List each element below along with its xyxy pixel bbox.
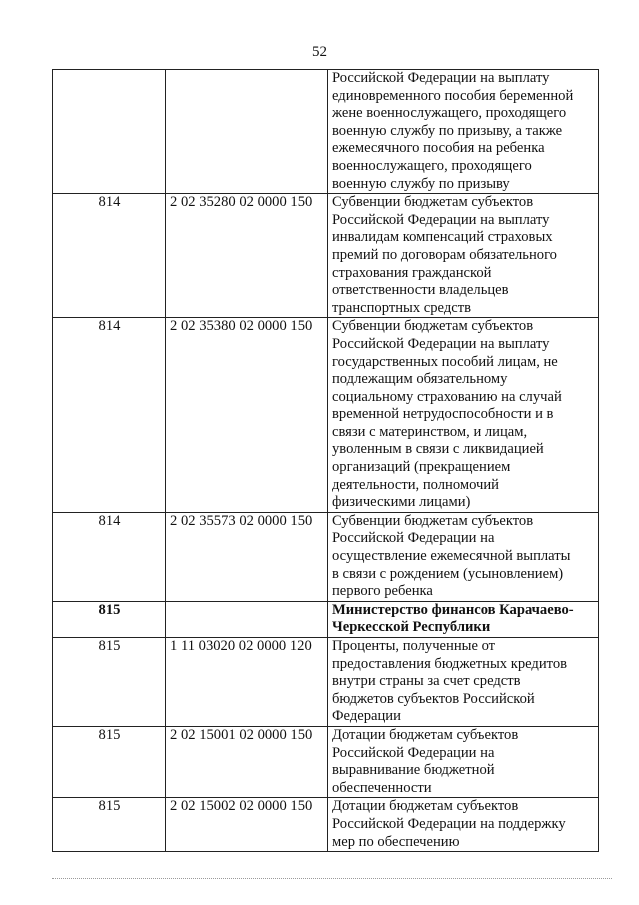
revenue-name-cell xyxy=(328,512,599,601)
revenue-name-cell xyxy=(328,194,599,318)
revenue-name-line: выравнивание бюджетной xyxy=(332,762,495,779)
revenue-name-cell xyxy=(328,601,599,637)
revenue-name-line: единовременного пособия беременной xyxy=(332,87,574,104)
table-row xyxy=(53,726,599,797)
table-row xyxy=(53,512,599,601)
page-number: 52 xyxy=(312,44,327,60)
revenue-name-line: Российской Федерации на выплату xyxy=(332,335,550,352)
scan-edge-line xyxy=(52,878,612,879)
table-row xyxy=(53,601,599,637)
revenue-name-line: осуществление ежемесячной выплаты xyxy=(332,548,571,565)
revenue-code-cell: 2 02 35573 02 0000 150 xyxy=(166,512,328,601)
revenue-code-cell: 2 02 35280 02 0000 150 xyxy=(166,194,328,318)
revenue-name-line: временной нетрудоспособности и в xyxy=(332,406,554,423)
revenue-name-line: премий по договорам обязательного xyxy=(332,246,557,263)
revenue-name-line: военную службу по призыву, а также xyxy=(332,122,563,139)
revenue-name-line: деятельности, полномочий xyxy=(332,476,499,493)
admin-code-cell: 814 xyxy=(53,318,166,513)
table-row xyxy=(53,638,599,727)
admin-code-cell: 815 xyxy=(53,601,166,637)
admin-code-cell: 814 xyxy=(53,512,166,601)
revenue-name-line: страхования гражданской xyxy=(332,264,492,281)
revenue-name-line: Российской Федерации на xyxy=(332,530,495,547)
admin-code-cell: 815 xyxy=(53,638,166,727)
revenue-name-line: физическими лицами) xyxy=(332,494,471,511)
revenue-name-line: внутри страны за счет средств xyxy=(332,673,521,690)
admin-code-cell: 814 xyxy=(53,194,166,318)
revenue-name-line: ежемесячного пособия на ребенка xyxy=(332,140,545,157)
revenue-name-line: Министерство финансов Карачаево- xyxy=(332,601,574,618)
revenue-name-line: Российской Федерации на выплату xyxy=(332,70,550,86)
revenue-name-cell xyxy=(328,638,599,727)
revenue-name-line: Российской Федерации на поддержку xyxy=(332,815,566,832)
admin-code-cell: 815 xyxy=(53,726,166,797)
revenue-name-line: государственных пособий лицам, не xyxy=(332,353,558,370)
revenue-name-line: обеспеченности xyxy=(332,779,432,796)
table-row xyxy=(53,798,599,852)
revenue-code-cell: 2 02 15002 02 0000 150 xyxy=(166,798,328,852)
revenue-name-line: военную службу по призыву xyxy=(332,175,510,192)
revenue-name-line: Российской Федерации на xyxy=(332,744,495,761)
revenue-name-line: Субвенции бюджетам субъектов xyxy=(332,318,534,335)
revenue-name-line: Субвенции бюджетам субъектов xyxy=(332,512,534,529)
revenue-code-cell xyxy=(166,70,328,194)
admin-code-cell xyxy=(53,70,166,194)
revenue-name-cell xyxy=(328,318,599,513)
table-row xyxy=(53,318,599,513)
table-body xyxy=(53,70,599,852)
revenue-name-line: транспортных средств xyxy=(332,299,471,316)
revenue-name-line: Проценты, полученные от xyxy=(332,638,496,654)
revenue-code-cell: 2 02 15001 02 0000 150 xyxy=(166,726,328,797)
revenue-name-line: организаций (прекращением xyxy=(332,459,511,476)
revenue-name-line: в связи с рождением (усыновлением) xyxy=(332,565,564,582)
revenue-name-line: Субвенции бюджетам субъектов xyxy=(332,194,534,211)
revenue-name-line: жене военнослужащего, проходящего xyxy=(332,105,567,122)
revenue-name-line: военнослужащего, проходящего xyxy=(332,157,532,174)
revenue-name-cell xyxy=(328,70,599,194)
revenue-name-line: подлежащим обязательному xyxy=(332,371,508,388)
revenue-name-line: Дотации бюджетам субъектов xyxy=(332,726,519,743)
revenue-name-line: мер по обеспечению xyxy=(332,833,460,850)
revenue-name-line: Дотации бюджетам субъектов xyxy=(332,798,519,815)
table-row xyxy=(53,194,599,318)
revenue-code-cell xyxy=(166,601,328,637)
revenue-name-line: предоставления бюджетных кредитов xyxy=(332,655,568,672)
revenue-code-cell: 1 11 03020 02 0000 120 xyxy=(166,638,328,727)
revenue-name-line: ответственности владельцев xyxy=(332,282,509,299)
admin-code-cell: 815 xyxy=(53,798,166,852)
revenue-name-line: Российской Федерации на выплату xyxy=(332,211,550,228)
revenue-name-line: Федерации xyxy=(332,708,401,725)
table-row xyxy=(53,70,599,194)
revenue-name-line: инвалидам компенсаций страховых xyxy=(332,229,553,246)
revenue-name-line: первого ребенка xyxy=(332,583,433,600)
revenue-name-line: бюджетов субъектов Российской xyxy=(332,690,535,707)
revenue-classification-table xyxy=(52,69,599,852)
revenue-name-line: уволенным в связи с ликвидацией xyxy=(332,441,544,458)
revenue-name-cell xyxy=(328,726,599,797)
revenue-name-line: социальному страхованию на случай xyxy=(332,388,562,405)
revenue-name-line: Черкесской Республики xyxy=(332,619,491,636)
revenue-code-cell: 2 02 35380 02 0000 150 xyxy=(166,318,328,513)
revenue-name-line: связи с материнством, и лицам, xyxy=(332,423,528,440)
revenue-name-cell xyxy=(328,798,599,852)
